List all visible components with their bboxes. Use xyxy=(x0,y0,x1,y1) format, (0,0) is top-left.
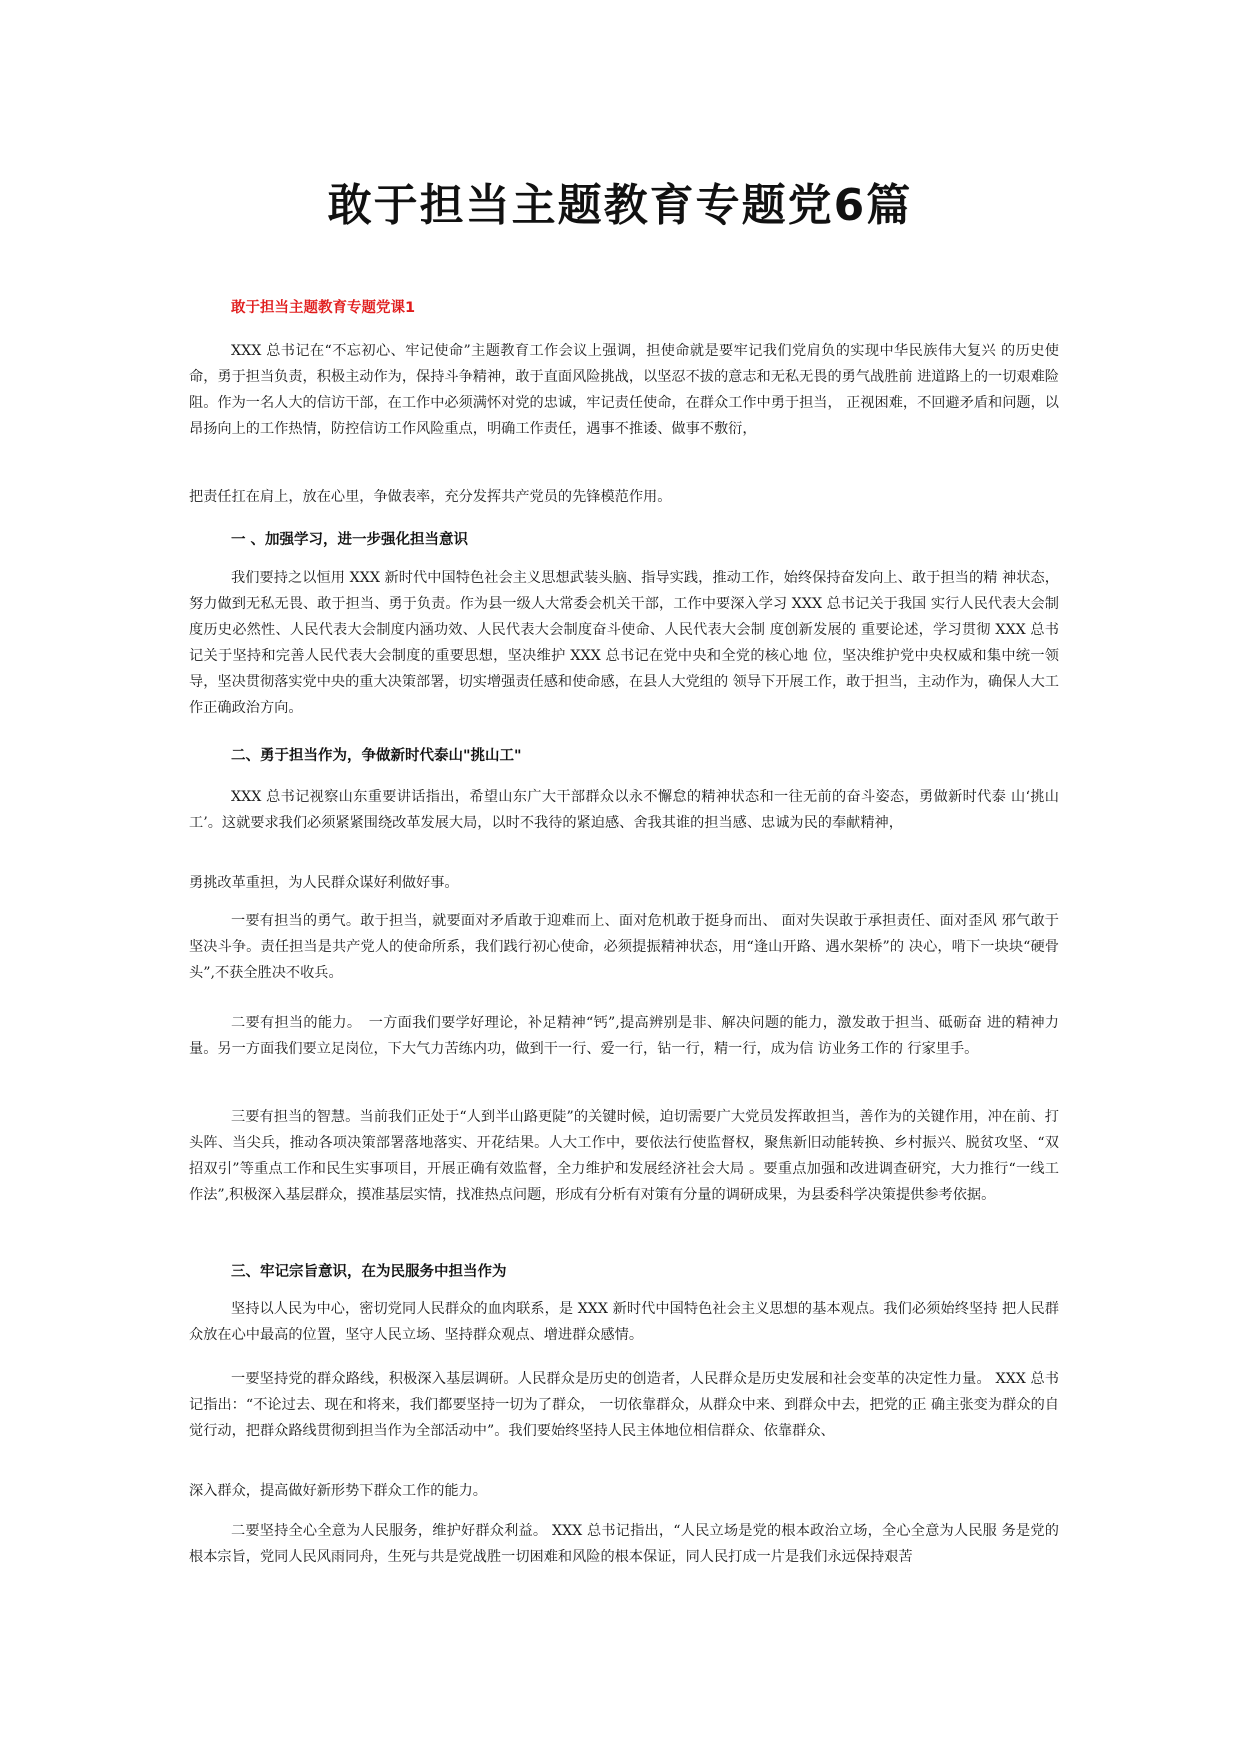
paragraph-6: 一要有担当的勇气。敢于担当，就要面对矛盾敢于迎难而上、面对危机敢于挺身而出、 面对失误敢于承担责任、面对歪风 邪气敢于坚决斗争。责任担当是共产党人的使命所系，我们践行初心使命，必须提振精神状态，用“逢山开路、遇水架桥”的 决心，啃下一块块“硬骨头”,不获全胜决不收兵。 xyxy=(189,913,1059,981)
paragraph-5: 勇挑改革重担，为人民群众谋好利做好事。 xyxy=(189,875,459,891)
paragraph-1: XXX 总书记在“不忘初心、牢记使命”主题教育工作会议上强调，担使命就是要牢记我们党肩负的实现中华民族伟大复兴 的历史使命，勇于担当负责，积极主动作为，保持斗争精神，敢于直面风险挑战，以坚忍不拔的意志和无私无畏的勇气战胜前 进道路上的一切艰难险阻。作为一名人大的信访干部，在工作中必须满怀对党的忠诚，牢记责任使命，在群众工作中勇于担当， 正视困难，不回避矛盾和问题，以昂扬向上的工作热情，防控信访工作风险重点，明确工作责任，遇事不推诿、做事不敷衍， xyxy=(189,343,1059,437)
paragraph-4: XXX 总书记视察山东重要讲话指出，希望山东广大干部群众以永不懈怠的精神状态和一往无前的奋斗姿态，勇做新时代泰 山‘挑山工’。这就要求我们必须紧紧围绕改革发展大局，以时不我待的紧迫感、舍我其谁的担当感、忠诚为民的奉献精神， xyxy=(189,789,1059,831)
section-heading-3: 三、牢记宗旨意识，在为民服务中担当作为 xyxy=(231,1264,507,1280)
paragraph-10: 一要坚持党的群众路线，积极深入基层调研。人民群众是历史的创造者，人民群众是历史发展和社会变革的决定性力量。 XXX 总书记指出：“不论过去、现在和将来，我们都要坚持一切为了群众， 一切依靠群众，从群众中来、到群众中去，把党的正 确主张变为群众的自觉行动，把群众路线贯彻到担当作为全部活动中”。我们要始终坚持人民主体地位相信群众、依靠群众、 xyxy=(189,1371,1059,1439)
paragraph-11: 深入群众，提高做好新形势下群众工作的能力。 xyxy=(189,1483,487,1499)
paragraph-7: 二要有担当的能力。 一方面我们要学好理论，补足精神“钙”,提高辨别是非、解决问题的能力，激发敢于担当、砥砺奋 进的精神力量。另一方面我们要立足岗位，下大气力苦练内功，做到干一行、爱一行，钻一行，精一行，成为信 访业务工作的 行家里手。 xyxy=(189,1015,1059,1057)
subtitle: 敢于担当主题教育专题党课1 xyxy=(231,300,416,316)
paragraph-3: 我们要持之以恒用 XXX 新时代中国特色社会主义思想武装头脑、指导实践，推动工作，始终保持奋发向上、敢于担当的精 神状态，努力做到无私无畏、敢于担当、勇于负责。作为县一级人大常委会机关干部，工作中要深入学习 XXX 总书记关于我国 实行人民代表大会制度历史必然性、人民代表大会制度内涵功效、人民代表大会制度奋斗使命、人民代表大会制 度创新发展的 重要论述，学习贯彻 XXX 总书记关于坚持和完善人民代表大会制度的重要思想，坚决维护 XXX 总书记在党中央和全党的核心地 位，坚决维护党中央权威和集中统一领导，坚决贯彻落实党中央的重大决策部署，切实增强责任感和使命感，在县人大党组的 领导下开展工作，敢于担当，主动作为，确保人大工作正确政治方向。 xyxy=(189,570,1059,716)
paragraph-9: 坚持以人民为中心，密切党同人民群众的血肉联系，是 XXX 新时代中国特色社会主义思想的基本观点。我们必须始终坚持 把人民群众放在心中最高的位置，坚守人民立场、坚持群众观点、增进群众感情。 xyxy=(189,1301,1059,1343)
section-heading-2: 二、勇于担当作为，争做新时代泰山"挑山工" xyxy=(231,748,522,764)
paragraph-8: 三要有担当的智慧。当前我们正处于“人到半山路更陡”的关键时候，迫切需要广大党员发挥敢担当，善作为的关键作用，冲在前、打头阵、当尖兵，推动各项决策部署落地落实、开花结果。人大工作中，要依法行使监督权，聚焦新旧动能转换、乡村振兴、脱贫攻坚、“双招双引”等重点工作和民生实事项目，开展正确有效监督，全力维护和发展经济社会大局 。要重点加强和改进调查研究，大力推行“一线工作法”,积极深入基层群众，摸准基层实情，找准热点问题，形成有分析有对策有分量的调研成果，为县委科学决策提供参考依据。 xyxy=(189,1109,1059,1203)
document-title: 敢于担当主题教育专题党6篇 xyxy=(327,180,913,231)
paragraph-12: 二要坚持全心全意为人民服务，维护好群众利益。 XXX 总书记指出，“人民立场是党的根本政治立场，全心全意为人民服 务是党的根本宗旨，党同人民风雨同舟，生死与共是党战胜一切困难和风险的根本保证，同人民打成一片是我们永远保持艰苦 xyxy=(189,1523,1059,1565)
paragraph-2: 把责任扛在肩上，放在心里，争做表率，充分发挥共产党员的先锋模范作用。 xyxy=(189,489,672,505)
section-heading-1: 一 、加强学习，进一步强化担当意识 xyxy=(231,532,469,548)
